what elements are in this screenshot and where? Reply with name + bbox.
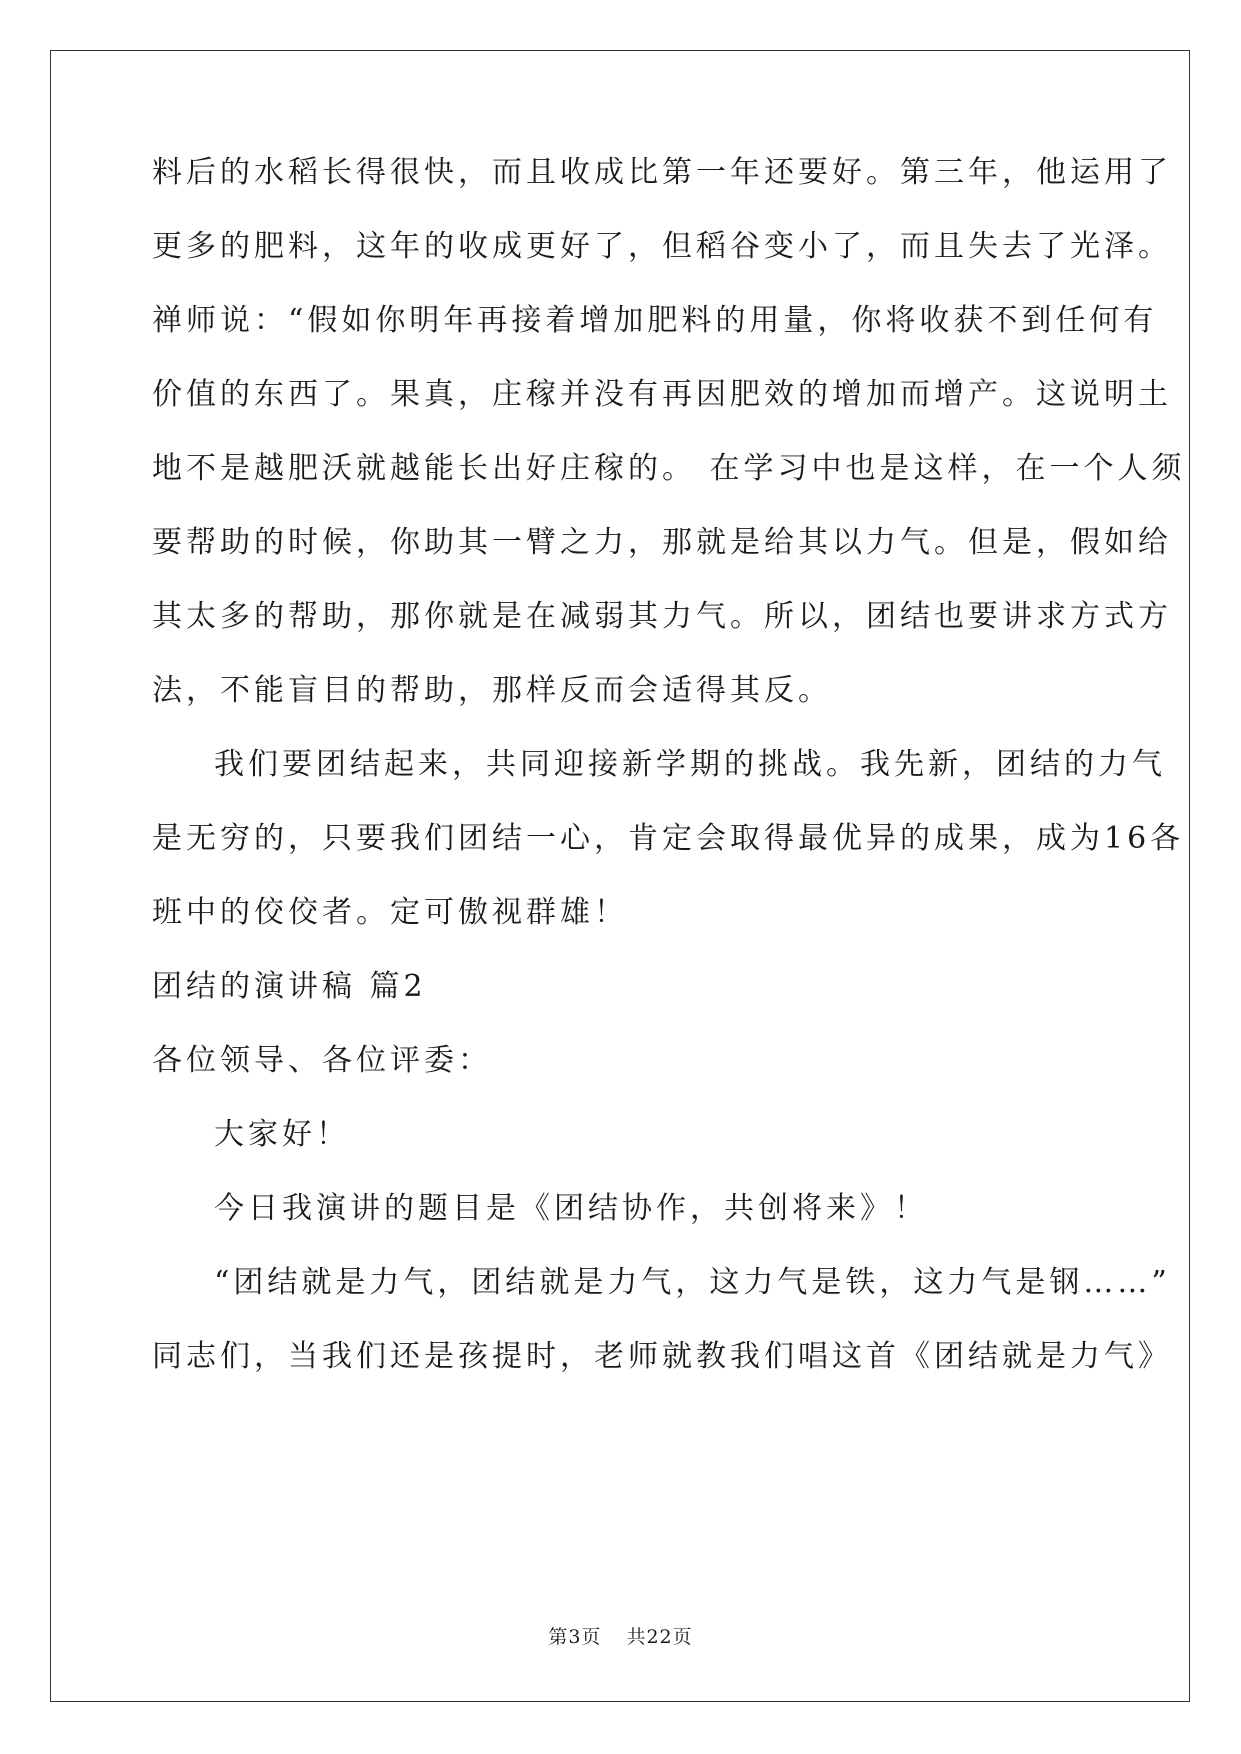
body-line-5: 地不是越肥沃就越能长出好庄稼的。 在学习中也是这样，在一个人须 (152, 451, 1186, 486)
salutation: 各位领导、各位评委： (152, 1043, 492, 1078)
body-line-4: 价值的东西了。果真，庄稼并没有再因肥效的增加而增产。这说明土 (152, 377, 1172, 412)
quote-line: “团结就是力气，团结就是力气，这力气是铁，这力气是钢……” (214, 1265, 1171, 1300)
body-line-6: 要帮助的时候，你助其一臂之力，那就是给其以力气。但是，假如给 (152, 525, 1172, 560)
body-line-1: 料后的水稻长得很快，而且收成比第一年还要好。第三年，他运用了 (152, 155, 1172, 190)
page-number: 第3页 (548, 1626, 602, 1648)
greeting: 大家好！ (214, 1117, 350, 1152)
total-pages: 共22页 (626, 1626, 693, 1648)
body-line-10: 是无穷的，只要我们团结一心，肯定会取得最优异的成果，成为16各 (152, 821, 1185, 856)
body-line-3: 禅师说：“假如你明年再接着增加肥料的用量，你将收获不到任何有 (152, 303, 1158, 338)
page-frame (50, 50, 1190, 1702)
page-footer (0, 1622, 1241, 1649)
body-line-8: 法，不能盲目的帮助，那样反而会适得其反。 (152, 673, 832, 708)
speech-title-line: 今日我演讲的题目是《团结协作，共创将来》！ (214, 1191, 928, 1226)
body-line-17: 同志们，当我们还是孩提时，老师就教我们唱这首《团结就是力气》 (152, 1339, 1172, 1374)
section-heading: 团结的演讲稿 篇2 (152, 969, 427, 1004)
body-line-9: 我们要团结起来，共同迎接新学期的挑战。我先新，团结的力气 (214, 747, 1166, 782)
body-line-7: 其太多的帮助，那你就是在减弱其力气。所以，团结也要讲求方式方 (152, 599, 1172, 634)
body-line-2: 更多的肥料，这年的收成更好了，但稻谷变小了，而且失去了光泽。 (152, 229, 1172, 264)
body-line-11: 班中的佼佼者。定可傲视群雄！ (152, 895, 628, 930)
